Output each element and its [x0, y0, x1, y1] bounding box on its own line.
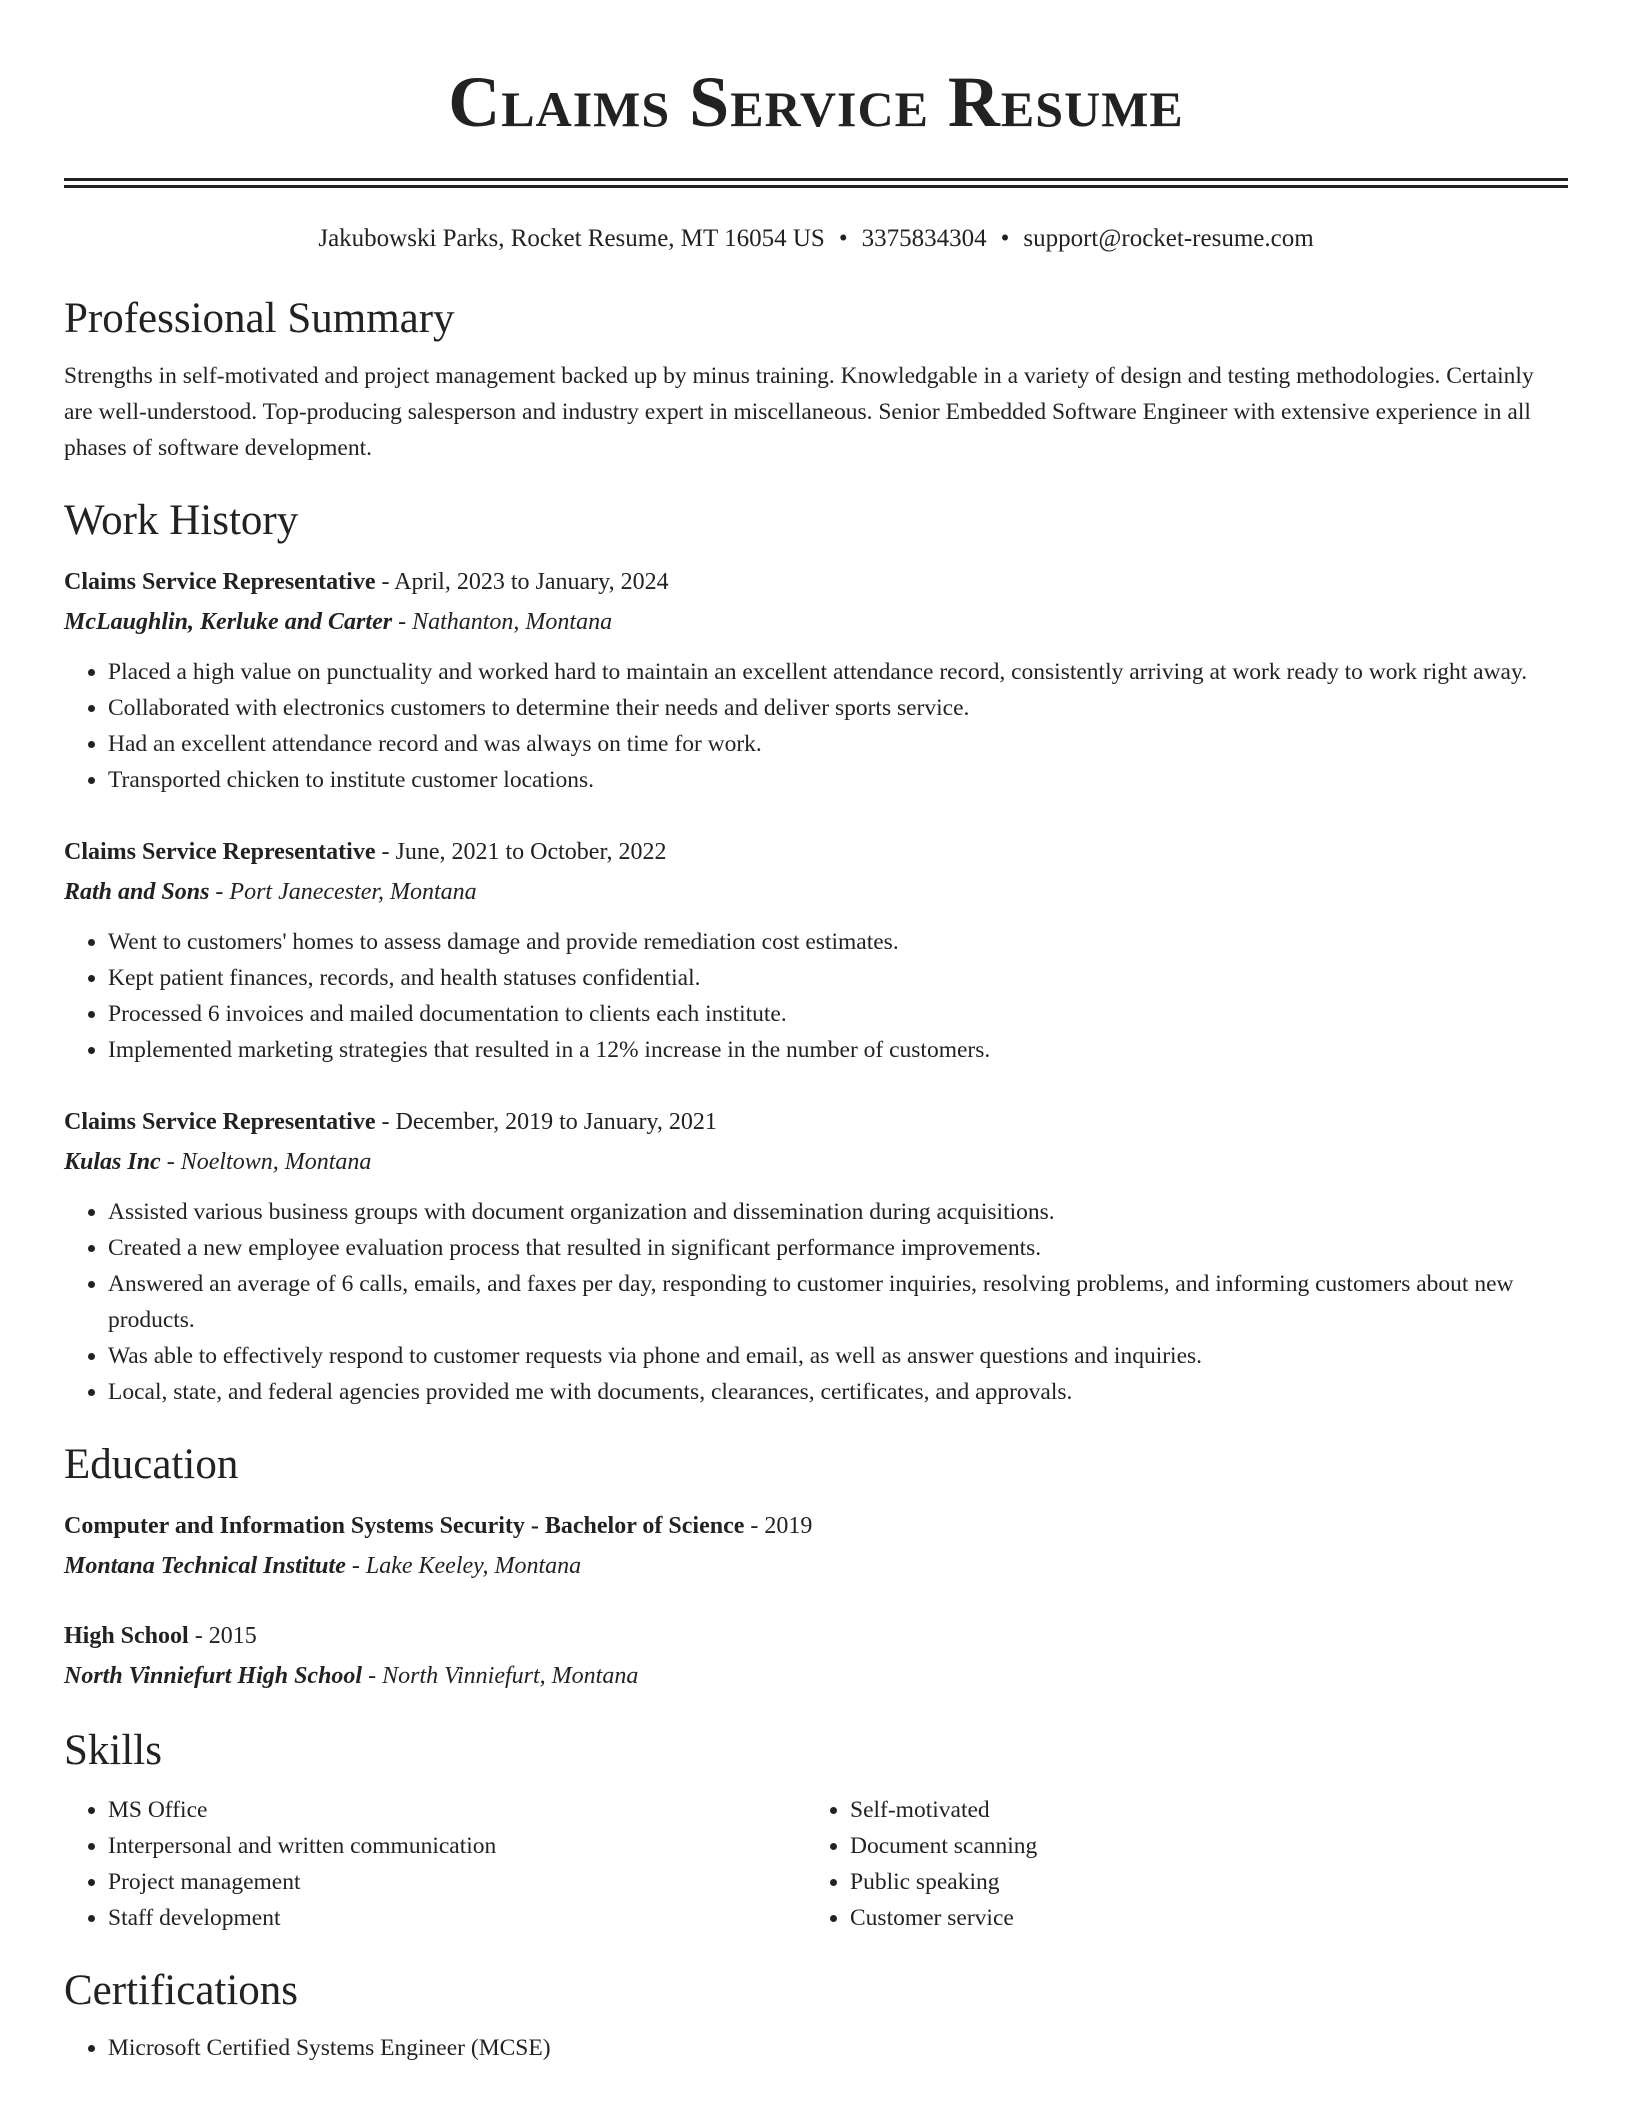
job-company: Kulas Inc: [64, 1149, 161, 1175]
job-duty: • Processed 6 invoices and mailed documentation to clients each institute.: [108, 996, 1568, 1032]
job-duty: • Transported chicken to institute customer locations.: [108, 762, 1568, 798]
job-title: Claims Service Representative: [64, 569, 376, 595]
education-degree: Computer and Information Systems Security - Bachelor of Science: [64, 1513, 745, 1539]
certifications-list: [64, 2030, 1568, 2066]
contact-email: support@rocket-resume.com: [1023, 225, 1314, 252]
skills-section: [64, 1724, 1568, 1936]
skill-item: • Staff development: [108, 1900, 806, 1936]
certification-item: • Microsoft Certified Systems Engineer (MCSE): [108, 2030, 1568, 2066]
resume-title: Claims Service Resume: [448, 62, 1184, 142]
skill-item: • Interpersonal and written communication: [108, 1828, 806, 1864]
skills-columns: [64, 1792, 1568, 1936]
summary-heading: Professional Summary: [64, 295, 455, 342]
job-dates: December, 2019 to January, 2021: [395, 1109, 717, 1135]
contact-phone: 3375834304: [861, 225, 987, 252]
job-duty: • Was able to effectively respond to customer requests via phone and email, as well as answer questions and inquiries.: [108, 1338, 1568, 1374]
education-year: 2019: [764, 1513, 813, 1539]
skill-item: • MS Office: [108, 1792, 806, 1828]
job-location: Port Janecester, Montana: [229, 879, 477, 905]
job-dates: June, 2021 to October, 2022: [395, 839, 667, 865]
skill-item: • Public speaking: [850, 1864, 1548, 1900]
skill-item: • Self-motivated: [850, 1792, 1548, 1828]
education-year: 2015: [208, 1623, 257, 1649]
skills-heading: Skills: [64, 1727, 162, 1774]
contact-address: Jakubowski Parks, Rocket Resume, MT 16054 US: [318, 225, 825, 252]
job-duty: • Answered an average of 6 calls, emails, and faxes per day, responding to customer inquiries, resolving problems, and informing customers about new products.: [108, 1266, 1568, 1338]
education-entry: Computer and Information Systems Security - Bachelor of Science - 2019 Montana Technical Institute - Lake Keeley, Montana: [64, 1513, 813, 1579]
skill-item: • Document scanning: [850, 1828, 1548, 1864]
job-duties: [64, 1194, 1568, 1410]
contact-separator: •: [1000, 225, 1010, 252]
job-duty: • Had an excellent attendance record and was always on time for work.: [108, 726, 1568, 762]
job-duty: • Placed a high value on punctuality and worked hard to maintain an excellent attendance record, consistently arriving at work ready to work right away.: [108, 654, 1568, 690]
job-entry: Claims Service Representative - December, 2019 to January, 2021 Kulas Inc - Noeltown, Montana • Assisted various business groups with document organization and dissemination during acquisitions. • Created a new employee evaluation process that resulted in significant performance improvements. • Answered an average of 6 calls, emails, and faxes per day, responding to customer inquiries, resolving problems, and informing customers about new products. • Was able to effectively respond to customer requests via phone and email, as well as answer questions and inquiries. • Local, state, and federal agencies provided me with documents, clearances, certificates, and approvals.: [64, 1102, 1568, 1410]
education-heading: Education: [64, 1441, 239, 1488]
education-location: Lake Keeley, Montana: [365, 1553, 582, 1579]
skill-item: • Project management: [108, 1864, 806, 1900]
certifications-section: [64, 1964, 1568, 2066]
job-duty: • Implemented marketing strategies that resulted in a 12% increase in the number of customers.: [108, 1032, 1568, 1068]
job-location: Noeltown, Montana: [180, 1149, 372, 1175]
job-dates: April, 2023 to January, 2024: [394, 569, 669, 595]
job-title: Claims Service Representative: [64, 1109, 376, 1135]
education-degree: High School: [64, 1623, 189, 1649]
summary-text: Strengths in self-motivated and project management backed up by minus training. Knowledgable in a variety of design and testing methodologies. Certainly are well-understood. Top-producing salesperson and industry expert in miscellaneous. Senior Embedded Software Engineer with extensive experience in all phases of software development.: [64, 363, 1534, 461]
job-duty: • Went to customers' homes to assess damage and provide remediation cost estimates.: [108, 924, 1568, 960]
job-entry: Claims Service Representative - April, 2023 to January, 2024 McLaughlin, Kerluke and Carter - Nathanton, Montana • Placed a high value on punctuality and worked hard to maintain an excellent attendance record, consistently arriving at work ready to work right away. • Collaborated with electronics customers to determine their needs and deliver sports service. • Had an excellent attendance record and was always on time for work. • Transported chicken to institute customer locations.: [64, 562, 1568, 798]
work-history-section: [64, 494, 1568, 1410]
skills-list-left: [64, 1792, 806, 1936]
job-company: Rath and Sons: [64, 879, 210, 905]
education-school: North Vinniefurt High School: [64, 1663, 363, 1689]
work-history-heading: Work History: [64, 497, 299, 544]
skill-item: • Customer service: [850, 1900, 1548, 1936]
job-duties: [64, 654, 1568, 798]
job-duty: • Assisted various business groups with document organization and dissemination during acquisitions.: [108, 1194, 1568, 1230]
contact-line: [64, 222, 1568, 256]
certifications-heading: Certifications: [64, 1967, 299, 2014]
job-company: McLaughlin, Kerluke and Carter: [64, 609, 393, 635]
job-duty: • Created a new employee evaluation process that resulted in significant performance improvements.: [108, 1230, 1568, 1266]
title-double-rule: [64, 178, 1568, 188]
skills-list-right: [806, 1792, 1548, 1936]
education-location: North Vinniefurt, Montana: [382, 1663, 639, 1689]
job-duty: • Collaborated with electronics customers to determine their needs and deliver sports service.: [108, 690, 1568, 726]
job-duty: • Local, state, and federal agencies provided me with documents, clearances, certificates, and approvals.: [108, 1374, 1568, 1410]
education-entry: High School - 2015 North Vinniefurt High School - North Vinniefurt, Montana: [64, 1623, 639, 1689]
education-section: [64, 1438, 1568, 1696]
education-school: Montana Technical Institute: [64, 1553, 346, 1579]
job-duty: • Kept patient finances, records, and health statuses confidential.: [108, 960, 1568, 996]
contact-separator: •: [838, 225, 848, 252]
job-title: Claims Service Representative: [64, 839, 376, 865]
job-location: Nathanton, Montana: [412, 609, 613, 635]
job-entry: Claims Service Representative - June, 2021 to October, 2022 Rath and Sons - Port Janecester, Montana • Went to customers' homes to assess damage and provide remediation cost estimates. • Kept patient finances, records, and health statuses confidential. • Processed 6 invoices and mailed documentation to clients each institute. • Implemented marketing strategies that resulted in a 12% increase in the number of customers.: [64, 832, 1568, 1068]
job-duties: [64, 924, 1568, 1068]
